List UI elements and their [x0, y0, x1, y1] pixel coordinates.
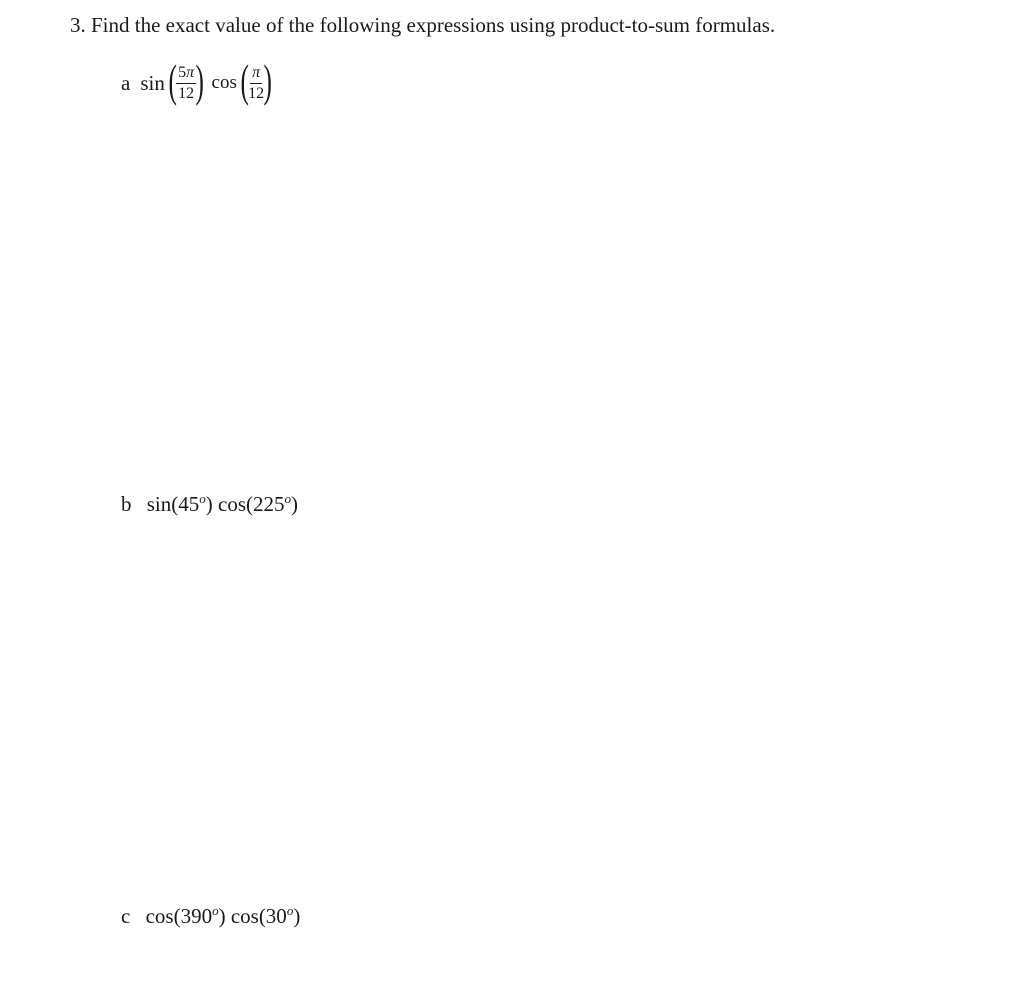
question-text: Find the exact value of the following expressions using product-to-sum formulas.: [91, 13, 776, 37]
part-c-cos2: ) cos(30: [218, 904, 287, 928]
part-b-cos: ) cos(225: [205, 492, 285, 516]
degree-symbol: o: [212, 903, 219, 918]
frac2-num-pi: π: [252, 63, 261, 81]
part-a-expression: [121, 55, 273, 108]
part-b-expression: [121, 485, 298, 518]
part-b-letter: b: [121, 492, 132, 516]
right-paren: ): [195, 55, 205, 106]
question-number: 3.: [70, 13, 86, 37]
left-paren: (: [168, 55, 177, 106]
part-a-sin: sin: [140, 70, 165, 95]
part-a-letter: a: [121, 70, 131, 95]
fraction-5pi-over-12: [176, 64, 196, 103]
part-b-sin: sin(45: [146, 492, 200, 516]
degree-symbol: o: [286, 903, 294, 918]
part-c-expression: [121, 897, 300, 930]
frac1-num-coef: 5: [178, 63, 187, 81]
frac1-num-pi: π: [186, 63, 195, 81]
left-paren: (: [240, 55, 249, 106]
degree-symbol: o: [199, 491, 206, 506]
part-b-close: ): [290, 492, 298, 516]
frac2-den: 12: [248, 84, 265, 102]
part-c-close: ): [293, 904, 301, 928]
part-c-cos1: cos(390: [145, 904, 213, 928]
part-c-letter: c: [121, 904, 131, 928]
fraction-pi-over-12: [248, 64, 264, 103]
degree-symbol: o: [284, 491, 291, 506]
part-a-cos: cos: [211, 72, 237, 93]
frac1-den: 12: [178, 84, 195, 102]
question-header: [70, 12, 775, 38]
right-paren: ): [263, 55, 273, 106]
